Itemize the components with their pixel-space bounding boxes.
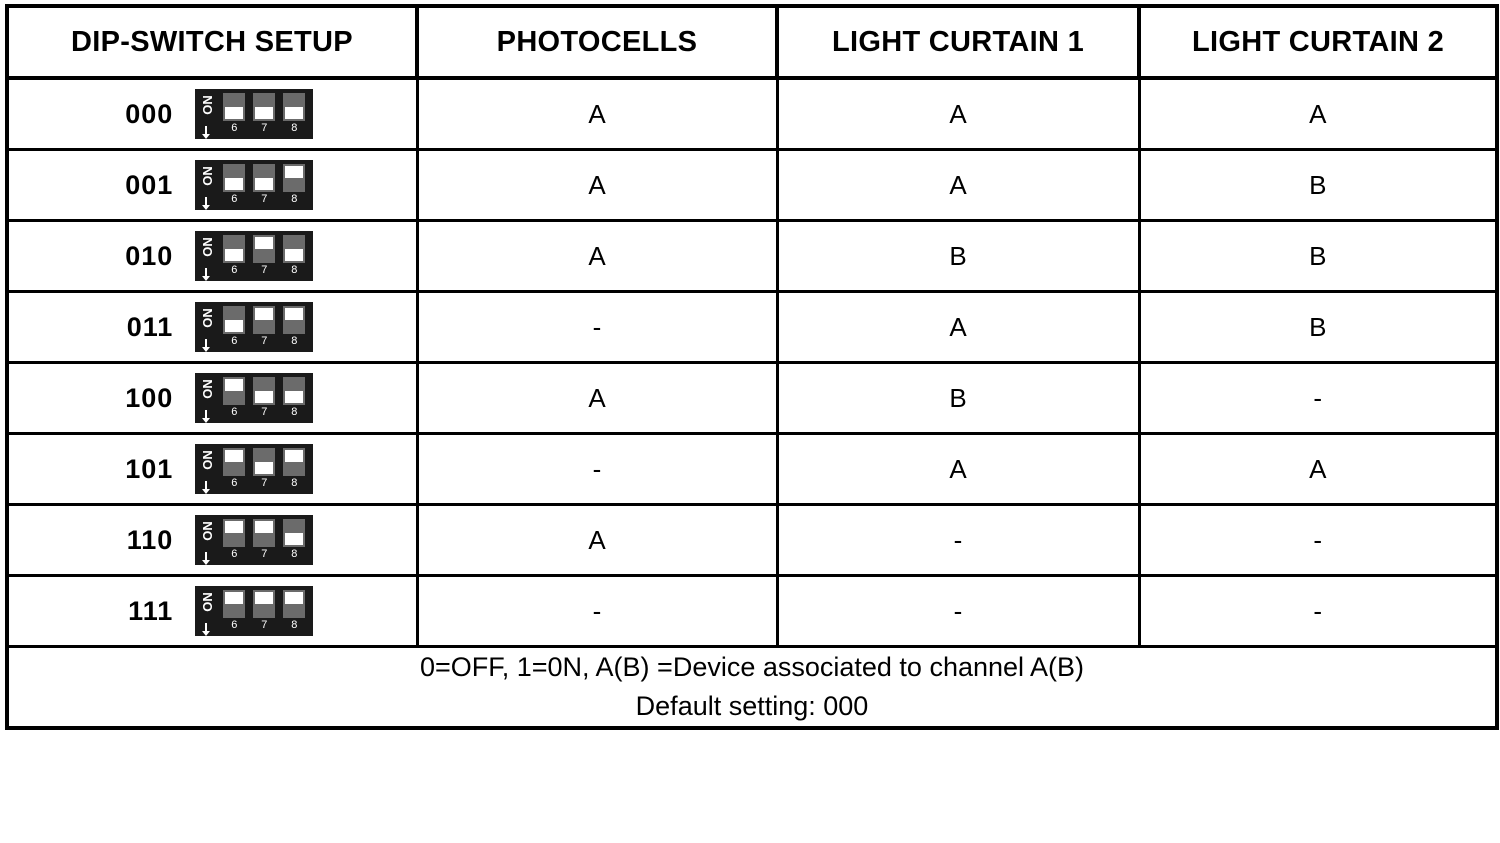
dip-switch-number: 8 <box>291 335 298 347</box>
table-row <box>7 78 1497 150</box>
dip-switch-number: 7 <box>261 477 268 489</box>
light-curtain-2-value: B <box>1139 292 1497 363</box>
dip-code-label: 000 <box>125 98 174 129</box>
dip-switch-number: 6 <box>231 548 238 560</box>
dip-switch-8 <box>281 93 307 135</box>
dip-on-marker <box>195 89 217 139</box>
dip-switch-number: 7 <box>261 619 268 631</box>
photocells-value: A <box>417 363 777 434</box>
light-curtain-2-value: - <box>1139 363 1497 434</box>
light-curtain-1-value: A <box>777 434 1139 505</box>
legend-cell <box>7 647 1497 729</box>
table-row <box>7 221 1497 292</box>
dip-on-label: ON <box>199 237 215 257</box>
dip-switch-8 <box>281 164 307 206</box>
dip-switch-number: 6 <box>231 264 238 276</box>
light-curtain-1-value: A <box>777 292 1139 363</box>
photocells-value: A <box>417 505 777 576</box>
column-header-light-curtain-2: LIGHT CURTAIN 2 <box>1139 6 1497 78</box>
dip-switch-6 <box>221 448 247 490</box>
light-curtain-1-value: - <box>777 576 1139 647</box>
dip-setup-cell <box>7 221 417 292</box>
dip-on-marker <box>195 160 217 210</box>
light-curtain-2-value: - <box>1139 505 1497 576</box>
table-row <box>7 576 1497 647</box>
light-curtain-1-value: A <box>777 78 1139 150</box>
dip-setup-cell <box>7 150 417 221</box>
dip-switch-7 <box>251 306 277 348</box>
dip-switch-8 <box>281 306 307 348</box>
light-curtain-2-value: - <box>1139 576 1497 647</box>
light-curtain-1-value: B <box>777 363 1139 434</box>
dip-on-marker <box>195 444 217 494</box>
dip-switch-icon <box>195 444 313 494</box>
dip-switch-7 <box>251 377 277 419</box>
dip-code-label: 001 <box>125 169 174 200</box>
dip-switch-icon <box>195 160 313 210</box>
dip-switch-number: 6 <box>231 335 238 347</box>
dip-switch-number: 7 <box>261 548 268 560</box>
photocells-value: - <box>417 434 777 505</box>
table-row <box>7 434 1497 505</box>
photocells-value: A <box>417 221 777 292</box>
table-row <box>7 292 1497 363</box>
dip-switch-8 <box>281 377 307 419</box>
dip-code-label: 110 <box>126 524 174 555</box>
table-body <box>7 78 1497 728</box>
dip-switch-7 <box>251 93 277 135</box>
dip-switch-8 <box>281 519 307 561</box>
column-header-photocells: PHOTOCELLS <box>417 6 777 78</box>
dip-switch-number: 6 <box>231 193 238 205</box>
table-header-row <box>7 6 1497 78</box>
dip-switch-icon <box>195 89 313 139</box>
dip-switch-6 <box>221 306 247 348</box>
dip-on-label: ON <box>199 379 215 399</box>
dip-switch-number: 7 <box>261 264 268 276</box>
light-curtain-2-value: B <box>1139 221 1497 292</box>
dip-switch-number: 8 <box>291 193 298 205</box>
dip-switch-icon <box>195 302 313 352</box>
dip-switch-number: 6 <box>231 619 238 631</box>
dip-code-label: 010 <box>125 240 174 271</box>
dip-switch-number: 8 <box>291 122 298 134</box>
light-curtain-1-value: B <box>777 221 1139 292</box>
dip-code-label: 100 <box>125 382 174 413</box>
photocells-value: - <box>417 292 777 363</box>
dip-switch-7 <box>251 164 277 206</box>
dip-on-label: ON <box>199 450 215 470</box>
dip-switch-7 <box>251 590 277 632</box>
dip-on-marker <box>195 586 217 636</box>
dip-setup-cell <box>7 78 417 150</box>
dip-switch-number: 7 <box>261 193 268 205</box>
dip-on-marker <box>195 231 217 281</box>
dip-switch-icon <box>195 515 313 565</box>
dip-switch-number: 8 <box>291 477 298 489</box>
dip-on-marker <box>195 515 217 565</box>
photocells-value: A <box>417 150 777 221</box>
table-header <box>7 6 1497 78</box>
light-curtain-2-value: A <box>1139 78 1497 150</box>
dip-switch-7 <box>251 448 277 490</box>
dip-setup-cell <box>7 576 417 647</box>
dip-on-label: ON <box>199 592 215 612</box>
dip-switch-number: 8 <box>291 406 298 418</box>
table-row <box>7 150 1497 221</box>
column-header-dip-switch-setup: DIP-SWITCH SETUP <box>7 6 417 78</box>
table-footer-row <box>7 647 1497 729</box>
dip-switch-6 <box>221 519 247 561</box>
photocells-value: A <box>417 78 777 150</box>
table-row <box>7 505 1497 576</box>
dip-on-label: ON <box>199 308 215 328</box>
light-curtain-2-value: B <box>1139 150 1497 221</box>
dip-switch-6 <box>221 377 247 419</box>
dip-on-marker <box>195 373 217 423</box>
dip-switch-icon <box>195 231 313 281</box>
dip-switch-number: 6 <box>231 477 238 489</box>
dip-setup-cell <box>7 434 417 505</box>
dip-setup-cell <box>7 292 417 363</box>
dip-switch-icon <box>195 586 313 636</box>
dip-on-label: ON <box>199 95 215 115</box>
legend-line-2: Default setting: 000 <box>635 691 869 721</box>
dip-switch-number: 7 <box>261 406 268 418</box>
dip-switch-6 <box>221 93 247 135</box>
dip-code-label: 101 <box>125 453 174 484</box>
dip-switch-number: 6 <box>231 406 238 418</box>
dip-switch-6 <box>221 164 247 206</box>
light-curtain-1-value: A <box>777 150 1139 221</box>
dip-switch-8 <box>281 590 307 632</box>
dip-switch-6 <box>221 235 247 277</box>
dip-switch-6 <box>221 590 247 632</box>
light-curtain-1-value: - <box>777 505 1139 576</box>
dip-switch-8 <box>281 448 307 490</box>
dip-on-marker <box>195 302 217 352</box>
dip-code-label: 011 <box>126 311 174 342</box>
photocells-value: - <box>417 576 777 647</box>
dip-setup-cell <box>7 363 417 434</box>
dip-on-label: ON <box>199 521 215 541</box>
table-row <box>7 363 1497 434</box>
dip-code-label: 111 <box>128 595 174 626</box>
dip-setup-cell <box>7 505 417 576</box>
dip-switch-number: 7 <box>261 122 268 134</box>
dip-switch-icon <box>195 373 313 423</box>
dip-switch-8 <box>281 235 307 277</box>
dip-switch-number: 6 <box>231 122 238 134</box>
light-curtain-2-value: A <box>1139 434 1497 505</box>
dip-switch-setup-table <box>5 4 1499 730</box>
legend-line-1: 0=OFF, 1=0N, A(B) =Device associated to channel A(B) <box>419 652 1085 682</box>
dip-switch-number: 8 <box>291 264 298 276</box>
dip-switch-7 <box>251 235 277 277</box>
column-header-light-curtain-1: LIGHT CURTAIN 1 <box>777 6 1139 78</box>
dip-on-label: ON <box>199 166 215 186</box>
dip-switch-number: 8 <box>291 619 298 631</box>
dip-switch-number: 8 <box>291 548 298 560</box>
dip-switch-7 <box>251 519 277 561</box>
dip-switch-number: 7 <box>261 335 268 347</box>
